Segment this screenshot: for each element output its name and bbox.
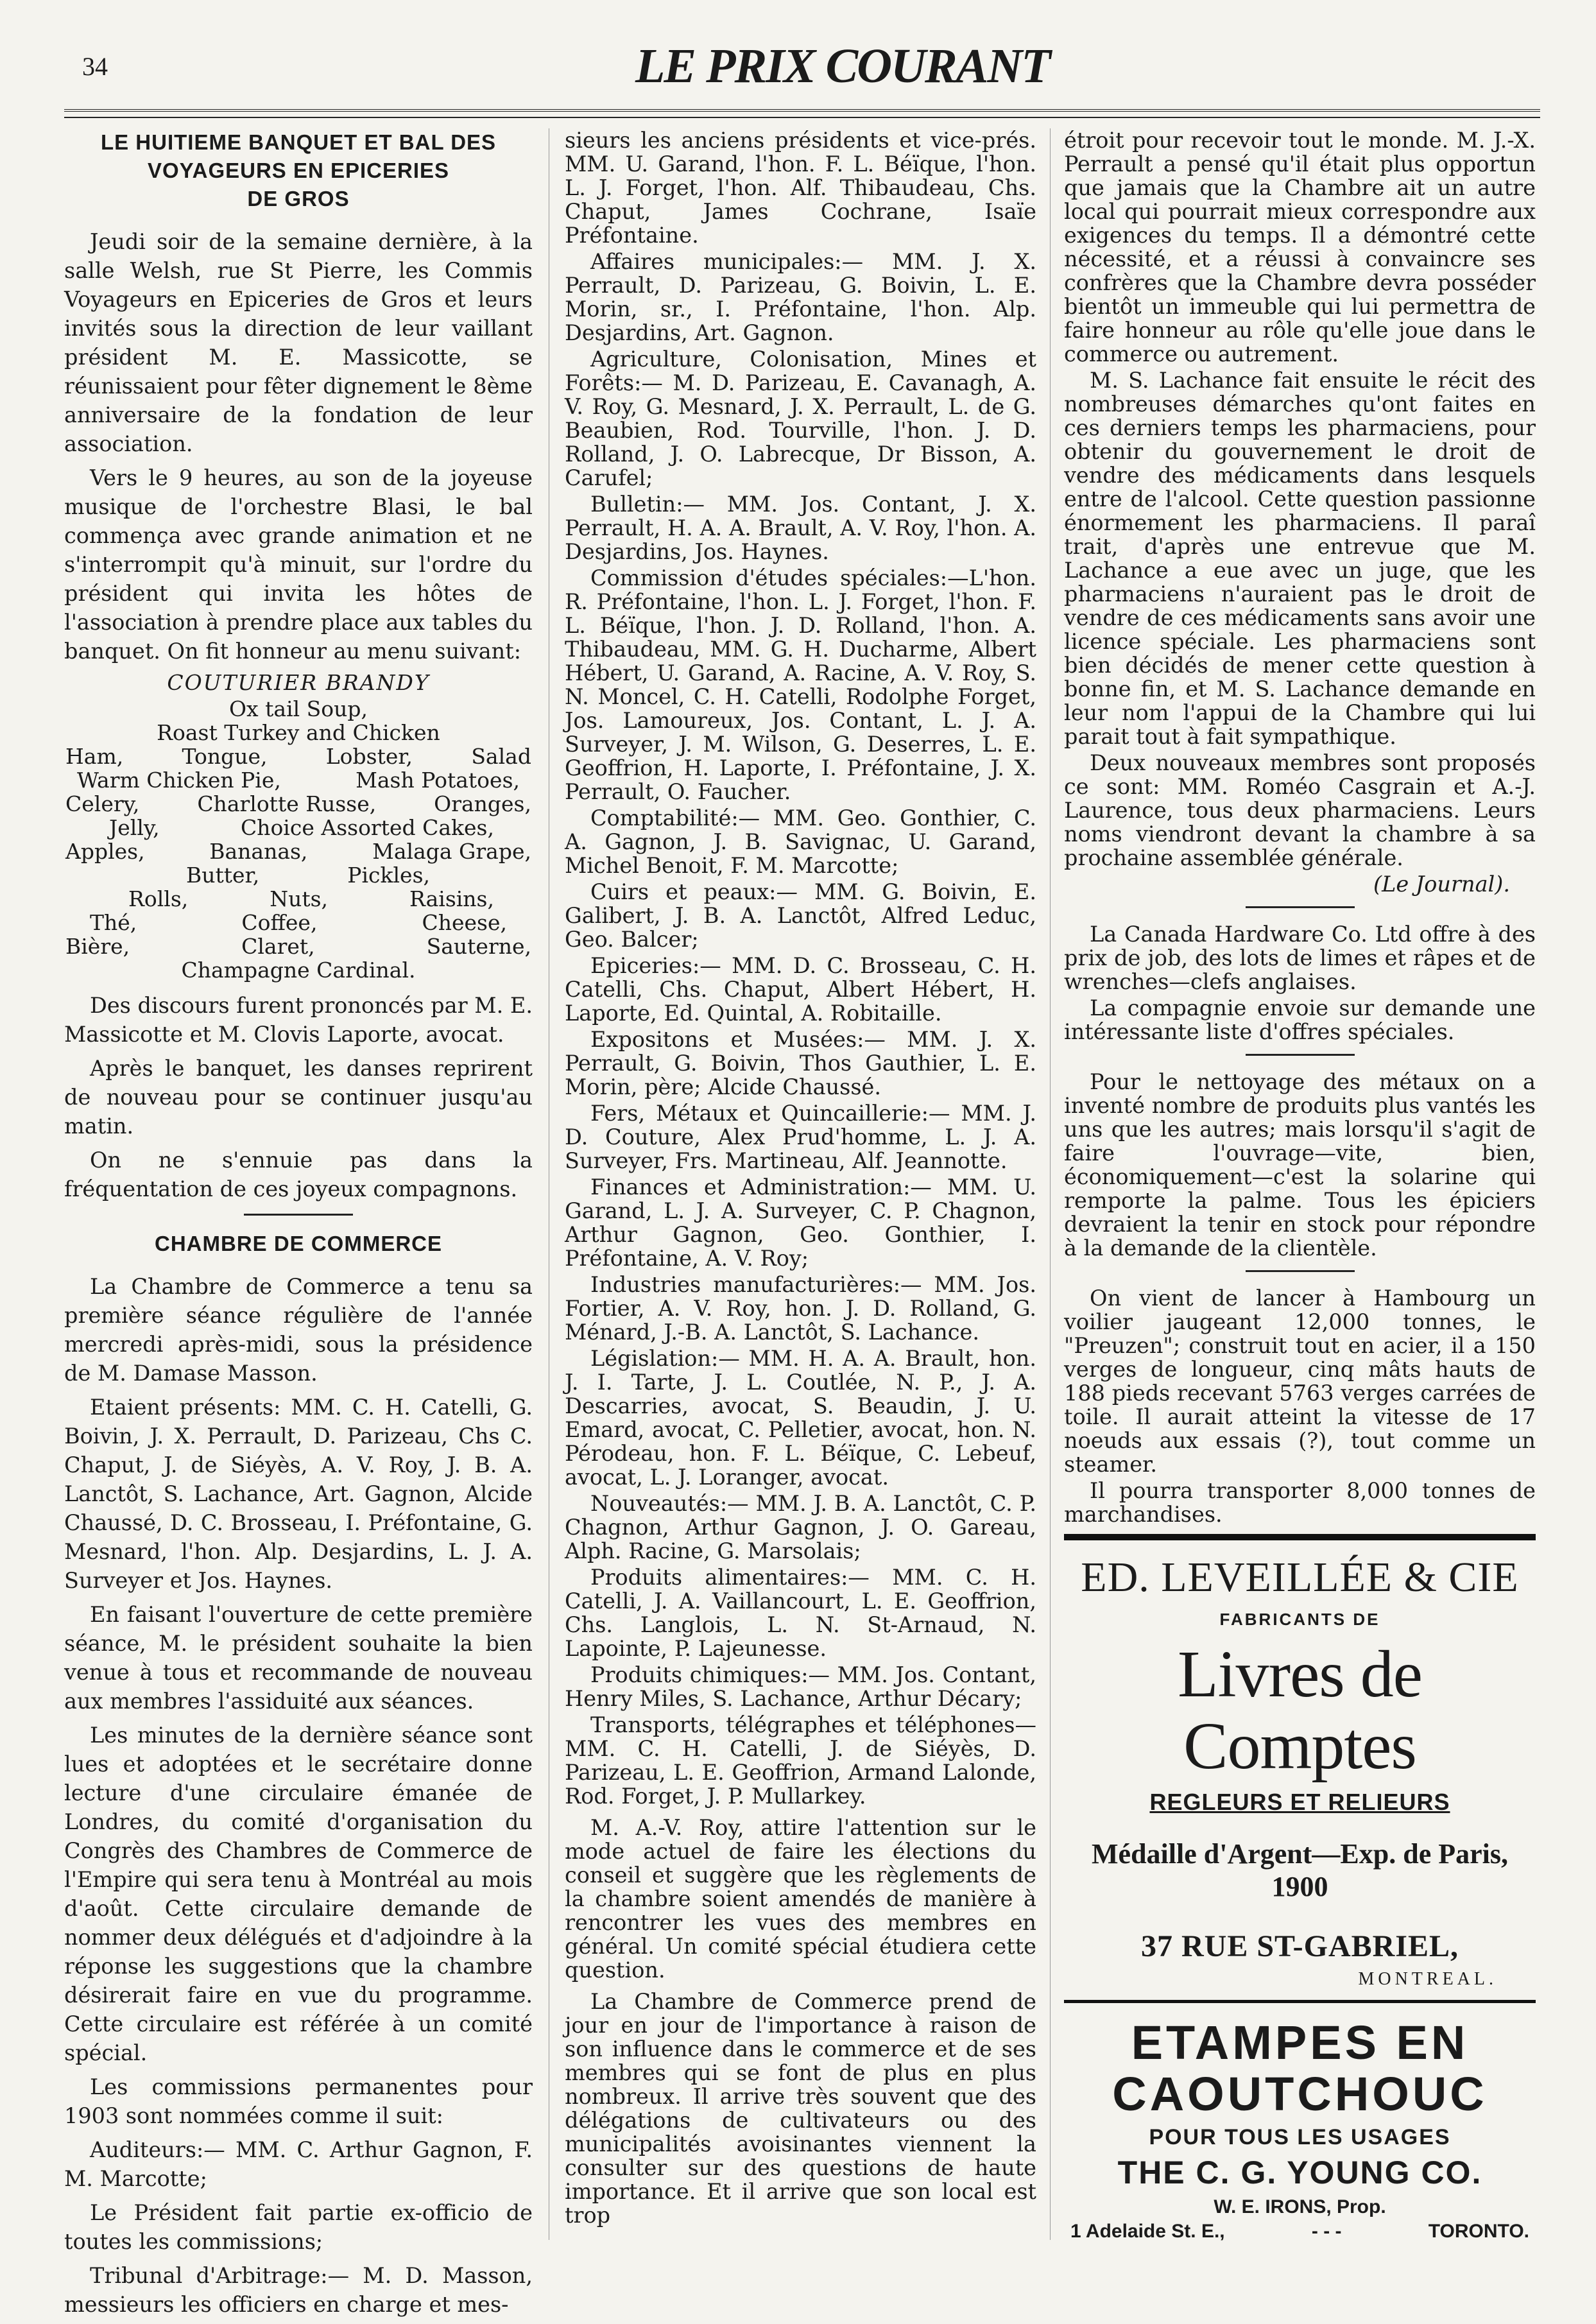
masthead-logo: LE PRIX COURANT — [635, 39, 1050, 93]
paragraph: Nouveautés:— MM. J. B. A. Lanctôt, C. P. Chagnon, Arthur Gagnon, J. O. Gareau, Alph. Racine, G. Marsolais; — [565, 1491, 1036, 1563]
ad-medal: Médaille d'Argent—Exp. de Paris, 1900 — [1092, 1838, 1508, 1902]
paragraph: Les commissions permanentes pour 1903 sont nommées comme il suit: — [64, 2074, 533, 2128]
paragraph: La Canada Hardware Co. Ltd offre à des prix de job, des lots de limes et râpes et de wrenches—clefs anglaises. — [1064, 922, 1536, 994]
paragraph: Après le banquet, les danses reprirent de nouveau pour se continuer jusqu'au matin. — [64, 1056, 533, 1139]
paragraph: Epiceries:— MM. D. C. Brosseau, C. H. Catelli, Chs. Chaput, Albert Hébert, H. Laporte, Ed. Quintal, A. Robitaille. — [565, 953, 1036, 1026]
paragraph: Tribunal d'Arbitrage:— M. D. Masson, messieurs les officiers en charge et mes- — [64, 2263, 533, 2317]
source-attribution: (Le Journal). — [1373, 872, 1510, 897]
paragraph: Pour le nettoyage des métaux on a inventé nombre de produits plus vantés les uns que les autres; mais lorsqu'il s'agit de faire l'ouvrage—vite, bien, économiquement—c'est la solarine qui remporte la palme. Tous les épiciers devraient la tenir en stock pour répondre à la demande de la clientèle. — [1064, 1069, 1536, 1261]
ad-product: Livres de Comptes — [1178, 1637, 1422, 1783]
menu-list — [64, 697, 533, 982]
menu-row: Celery, Charlotte Russe, Oranges, — [65, 791, 531, 816]
paragraph: Expositons et Musées:— MM. J. X. Perrault, G. Boivin, Thos Gauthier, L. E. Morin, père; Alcide Chaussé. — [565, 1027, 1036, 1099]
header-rule — [64, 109, 1540, 112]
advertisement-young — [1064, 2017, 1536, 2242]
section-divider — [1246, 1270, 1355, 1272]
paragraph: Affaires municipales:— MM. J. X. Perrault, D. Parizeau, G. Boivin, L. E. Morin, sr., I. Préfontaine, l'hon. Alp. Desjardins, Art. Gagnon. — [565, 249, 1036, 345]
paragraph: Bulletin:— MM. Jos. Contant, J. X. Perrault, H. A. A. Brault, A. V. Roy, l'hon. A. Desjardins, Jos. Haynes. — [565, 492, 1036, 564]
ad-address: 37 RUE ST-GABRIEL, — [1140, 1929, 1459, 1963]
column-3 — [1064, 128, 1536, 1529]
paragraph: Etaient présents: MM. C. H. Catelli, G. Boivin, J. X. Perrault, D. Parizeau, Chs C. Chaput, J. de Siéyès, A. V. Roy, J. B. A. Lanctôt, S. Lachance, Art. Gagnon, Alcide Chaussé, D. C. Brosseau, I. Préfontaine, G. Mesnard, l'hon. Alp. Desjardins, L. J. A. Surveyer et Jos. Haynes. — [64, 1395, 533, 1593]
paragraph: Fers, Métaux et Quincaillerie:— MM. J. D. Couture, Alex Prud'homme, L. J. A. Surveyer, Frs. Martineau, Alf. Jeannotte. — [565, 1101, 1036, 1173]
paragraph: Transports, télégraphes et téléphones— MM. C. H. Catelli, J. de Siéyès, D. Parizeau, L. E. Geoffrion, Armand Lalonde, Rod. Forget, J. P. Mullarkey. — [565, 1712, 1036, 1809]
paragraph: La Chambre de Commerce a tenu sa première séance régulière de l'année mercredi après-midi, sous la présidence de M. Damase Masson. — [64, 1274, 533, 1386]
paragraph: La Chambre de Commerce prend de jour en jour de l'importance à raison de son influence dans le commerce et de ses membres qui se font de plus en plus nombreux. Il arrive très souvent que des délégations de cultivateurs ou des municipalités avoisinantes viennent la consulter sur des questions de haute importance. Et il arrive que son local est trop — [565, 1989, 1036, 2228]
ad2-address: 1 Adelaide St. E., - - - TORONTO. — [1070, 2221, 1529, 2242]
paragraph: Agriculture, Colonisation, Mines et Forêts:— M. D. Parizeau, E. Cavanagh, A. V. Roy, G. Mesnard, J. X. Perrault, L. de G. Beaubien, Rod. Tourville, l'hon. J. D. Rolland, J. O. Labrecque, Dr Bisson, A. Carufel; — [565, 347, 1036, 490]
ad2-title: CAOUTCHOUC — [1112, 2067, 1488, 2121]
menu-row: Butter, Pickles, — [186, 863, 430, 888]
paragraph: On vient de lancer à Hambourg un voilier jaugeant 12,000 tonnes, le "Preuzen"; construit tout en acier, il a 150 verges de longueur, cinq mâts hauts de 188 pieds recevant 5763 verges carrées de toile. Il aurait atteint la vitesse de 17 noeuds aux essais (?), tout comme un steamer. — [1064, 1286, 1536, 1477]
ad-subtitle: FABRICANTS DE — [1219, 1610, 1380, 1629]
menu-row: Ox tail Soup, — [228, 696, 368, 721]
paragraph: Législation:— MM. H. A. A. Brault, hon. J. I. Tarte, J. L. Coutlée, N. P., J. A. Descarries, avocat, S. Beaudin, J. U. Emard, avocat, C. Pelletier, avocat, hon. N. Pérodeau, hon. F. L. Béïque, C. Lebeuf, avocat, L. J. Loranger, avocat. — [565, 1346, 1036, 1490]
menu-row: Ham, Tongue, Lobster, Salad — [65, 744, 531, 769]
section-divider — [1246, 906, 1355, 908]
paragraph: Jeudi soir de la semaine dernière, à la salle Welsh, rue St Pierre, les Commis Voyageurs en Epiceries de Gros et leurs invités sous la direction de leur vaillant président M. E. Massicotte, se réunissaient pour fêter dignement le 8ème anniversaire de la fondation de leur association. — [64, 229, 533, 456]
ad-rule — [1064, 1534, 1536, 1540]
paragraph: sieurs les anciens présidents et vice-prés. MM. U. Garand, l'hon. F. L. Béïque, l'hon. L. J. Forget, l'hon. Alf. Thibaudeau, Chs. Chaput, James Cochrane, Isaïe Préfontaine. — [565, 128, 1036, 248]
paragraph: On ne s'ennuie pas dans la fréquentation de ces joyeux compagnons. — [64, 1148, 533, 1201]
ad2-title: ETAMPES EN — [1131, 2016, 1469, 2069]
page-number: 34 — [82, 52, 108, 81]
menu-title: COUTURIER BRANDY — [167, 670, 430, 695]
paragraph: Produits chimiques:— MM. Jos. Contant, Henry Miles, S. Lachance, Arthur Décary; — [565, 1662, 1036, 1711]
article-headline-chambre: CHAMBRE DE COMMERCE — [155, 1232, 442, 1255]
ad2-proprietor: W. E. IRONS, Prop. — [1214, 2196, 1386, 2217]
paragraph: Produits alimentaires:— MM. C. H. Catelli, J. A. Vaillancourt, L. E. Geoffrion, Chs. Langlois, L. N. St-Arnaud, N. Lapointe, P. Lajeunesse. — [565, 1565, 1036, 1661]
column-1 — [64, 128, 533, 2324]
ad-city: MONTREAL. — [1358, 1969, 1497, 1989]
paragraph: Cuirs et peaux:— MM. G. Boivin, E. Galibert, J. B. A. Lanctôt, Alfred Leduc, Geo. Balcer; — [565, 879, 1036, 952]
column-divider — [1050, 128, 1051, 2240]
paragraph: La compagnie envoie sur demande une intéressante liste d'offres spéciales. — [1064, 995, 1536, 1044]
menu-row: Apples, Bananas, Malaga Grape, — [65, 839, 531, 864]
paragraph: Commission d'études spéciales:—L'hon. R. Préfontaine, l'hon. L. J. Forget, l'hon. F. L. Béïque, l'hon. J. D. Rolland, l'hon. A. Thibaudeau, MM. G. H. Ducharme, Albert Hébert, U. Garand, A. Racine, A. V. Roy, S. N. Moncel, C. H. Catelli, Rodolphe Forget, Jos. Lamoureux, Jos. Contant, L. J. A. Surveyer, J. M. Wilson, G. Deserres, L. E. Geoffrion, H. Laporte, I. Préfontaine, J. X. Perrault, O. Faucher. — [565, 565, 1036, 804]
paragraph: Il pourra transporter 8,000 tonnes de marchandises. — [1064, 1478, 1536, 1527]
article-headline-banquet: LE HUITIEME BANQUET ET BAL DES VOYAGEURS EN EPICERIES DE GROS — [100, 130, 497, 211]
paragraph: étroit pour recevoir tout le monde. M. J.-X. Perrault a pensé qu'il était plus opportun que jamais que la Chambre ait un autre local qui pourrait mieux correspondre aux exigences du temps. Il a démontré cette nécessité, et a réussi à convaincre ses confrères que la Chambre devra posséder bientôt un immeuble qui lui permettra de faire honneur au rôle qu'elle joue dans le commerce ou autrement. — [1064, 128, 1536, 366]
ad2-subtitle: POUR TOUS LES USAGES — [1149, 2125, 1451, 2149]
paragraph: Finances et Administration:— MM. U. Garand, L. J. A. Surveyer, C. P. Chagnon, Arthur Gagnon, Geo. Gonthier, I. Préfontaine, A. V. Roy; — [565, 1175, 1036, 1271]
advertisement-leveillee — [1064, 1534, 1536, 2242]
paragraph: M. S. Lachance fait ensuite le récit des nombreuses démarches qu'ont faites en ces derniers temps les pharmaciens, pour obtenir du gouvernement le droit de vendre des médicaments dans lesquels entre de l'alcool. Cette question passionne énormement les pharmaciens. Il paraî trait, d'après une entrevue que M. Lachance a eue avec un juge, que les pharmaciens n'auraient pas le droit de vendre de ces médicaments sans avoir une licence spéciale. Les pharmaciens sont bien décidés de mener cette question à bonne fin, et M. S. Lachance demande en leur nom l'appui de la Chambre qui lui parait tout à fait sympathique. — [1064, 368, 1536, 749]
paragraph: M. A.-V. Roy, attire l'attention sur le mode actuel de faire les élections du conseil et suggère que les règlements de la chambre soient amendés de manière à rencontrer les vues des membres en général. Un comité spécial étudiera cette question. — [565, 1815, 1036, 1983]
menu-row: Thé, Coffee, Cheese, — [90, 910, 507, 935]
paragraph: Auditeurs:— MM. C. Arthur Gagnon, F. M. Marcotte; — [64, 2137, 533, 2191]
menu-row: Jelly, Choice Assorted Cakes, — [109, 815, 494, 840]
paragraph: Le Président fait partie ex-officio de toutes les commissions; — [64, 2200, 533, 2254]
paragraph: Les minutes de la dernière séance sont lues et adoptées et le secrétaire donne lecture d'une circulaire émanée de Londres, du comité d'organisation du Congrès des Chambres de Commerce de l'Empire qui sera tenu à Montréal au mois d'août. Cette circulaire demande de nommer deux délégués et d'adjoindre à la réponse les suggestions que la chambre désirerait faire en vue du programme. Cette circulaire est référée à un comité spécial. — [64, 1723, 533, 2065]
section-divider — [1246, 1054, 1355, 1056]
section-divider — [244, 1214, 353, 1216]
menu-row: Champagne Cardinal. — [181, 958, 416, 983]
paragraph: En faisant l'ouverture de cette première séance, M. le président souhaite la bien venue à tous et recommande de nouveau aux membres l'assiduité aux séances. — [64, 1602, 533, 1714]
paragraph: Industries manufacturières:— MM. Jos. Fortier, A. V. Roy, hon. J. D. Rolland, G. Ménard, J.-B. A. Lanctôt, S. Lachance. — [565, 1272, 1036, 1345]
menu-row: Warm Chicken Pie, Mash Potatoes, — [77, 768, 520, 793]
paragraph: Deux nouveaux membres sont proposés ce sont: MM. Roméo Casgrain et A.-J. Laurence, tous deux pharmaciens. Leurs noms viendront devant la chambre à sa prochaine assemblée générale. — [1064, 750, 1536, 870]
ad-trade: REGLEURS ET RELIEURS — [1149, 1789, 1450, 1815]
ad-firm-name: ED. LEVEILLÉE & CIE — [1081, 1554, 1519, 1601]
menu-row: Bière, Claret, Sauterne, — [65, 934, 531, 959]
ad2-firm-name: THE C. G. YOUNG CO. — [1117, 2155, 1482, 2191]
ad-rule — [1064, 2000, 1536, 2003]
paragraph: Des discours furent prononcés par M. E. Massicotte et M. Clovis Laporte, avocat. — [64, 993, 533, 1047]
menu-row: Rolls, Nuts, Raisins, — [128, 886, 494, 911]
header-rule-thin — [64, 117, 1540, 118]
column-2 — [565, 128, 1036, 2230]
menu-row: Roast Turkey and Chicken — [157, 720, 440, 745]
paragraph: Vers le 9 heures, au son de la joyeuse musique de l'orchestre Blasi, le bal commença avec grande animation et ne s'interrompit qu'à minuit, sur l'ordre du président qui invita les hôtes de l'association à prendre place aux tables du banquet. On fit honneur au menu suivant: — [64, 465, 533, 664]
paragraph: Comptabilité:— MM. Geo. Gonthier, C. A. Gagnon, J. B. Savignac, U. Garand, Michel Benoit, F. M. Marcotte; — [565, 805, 1036, 878]
